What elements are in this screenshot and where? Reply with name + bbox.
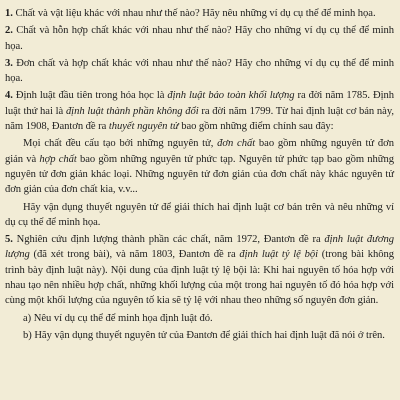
question-5-number: 5. xyxy=(5,234,13,246)
question-4-theory-text-1: Mọi chất đều cấu tạo bởi những nguyên tử, xyxy=(23,138,218,150)
question-4-text-2: ra đời năm 1785. Định luật thứ hai là xyxy=(5,90,395,117)
question-5-part-a xyxy=(5,311,394,326)
question-4-term-atomic-theory: thuyết nguyên tử xyxy=(108,121,179,133)
question-5-part-b-text: b) Hãy vận dụng thuyết nguyên tử của Đantơn để giải thích hai định luật đã nói ở trên. xyxy=(23,329,385,341)
question-4-theory-text-2: bao gồm những nguyên tử đơn giản và xyxy=(5,138,394,165)
question-5-text-1: Nghiên cứu định lượng thành phần các chất, năm 1972, Đantơn đề ra xyxy=(16,234,325,246)
question-4-term-constant-composition-law: định luật thành phần không đổi xyxy=(65,105,199,117)
question-4-task xyxy=(5,200,394,231)
question-3-text: Đơn chất và hợp chất khác với nhau như thế nào? Hãy cho những ví dụ cụ thể để minh họa. xyxy=(5,57,394,85)
question-5-part-b xyxy=(5,328,394,343)
question-3-number: 3. xyxy=(5,57,13,69)
question-2 xyxy=(5,23,394,54)
question-4-term-compound: hợp chất xyxy=(39,153,77,165)
question-4-theory-paragraph xyxy=(5,136,394,197)
question-2-number: 2. xyxy=(5,25,13,37)
question-4-theory-text-3: bao gồm những nguyên tử phức tạp. Nguyên tử phức tạp bao gồm những nguyên tử đơn giản khác loại. Những nguyên tử đơn giản của đơn chất này khác nguyên tử đơn giản của đơn chất kia, v.v... xyxy=(5,153,394,196)
question-1-text: Chất và vật liệu khác với nhau như thế nào? Hãy nêu những ví dụ cụ thể để minh họa. xyxy=(15,8,376,19)
question-1-number: 1. xyxy=(5,8,13,19)
question-4-term-conservation-law: định luật bảo toàn khối lượng xyxy=(167,90,295,102)
question-5-text-3: (trong bài không trình bày định luật này). Nội dung của định luật tỷ lệ bội là: Khi hai nguyên tố hóa hợp với nhau tạo nên nhiều hợp chất, những khối lượng của một trong hai nguyên tố đó hóa hợp với cùng một khối lượng của nguyên tố kia sẽ tỷ lệ với nhau theo những số nguyên đơn giản. xyxy=(5,249,394,307)
question-5-part-a-text: a) Nêu ví dụ cụ thể để minh họa định luật đó. xyxy=(23,312,213,324)
question-4-task-text: Hãy vận dụng thuyết nguyên tử để giải thích hai định luật cơ bản trên và nêu những ví dụ cụ thể để minh họa. xyxy=(5,201,394,228)
question-4-text-1: Định luật đầu tiên trong hóa học là xyxy=(15,90,168,102)
question-4-term-element: đơn chất xyxy=(217,138,256,150)
question-5-term-multiple-proportions-law: định luật tỷ lệ bội xyxy=(239,249,318,261)
question-2-text: Chất và hỗn hợp chất khác với nhau như thế nào? Hãy cho những ví dụ cụ thể để minh họa. xyxy=(5,25,394,52)
question-4-number: 4. xyxy=(5,90,13,102)
question-5-text-2: (đã xét trong bài), và năm 1803, Đantơn đề ra xyxy=(29,249,240,261)
question-4-text-3: ra đời năm 1799. Từ hai định luật cơ bản này, năm 1908, Đantơn đề ra xyxy=(5,105,394,133)
question-5-term-equivalent-law: định luật đương lượng xyxy=(5,234,394,261)
question-3 xyxy=(5,56,394,87)
question-4-text-4: bao gồm những điểm chính sau đây: xyxy=(178,121,334,133)
question-4 xyxy=(5,88,394,134)
question-5 xyxy=(5,232,394,308)
question-1 xyxy=(5,6,394,21)
